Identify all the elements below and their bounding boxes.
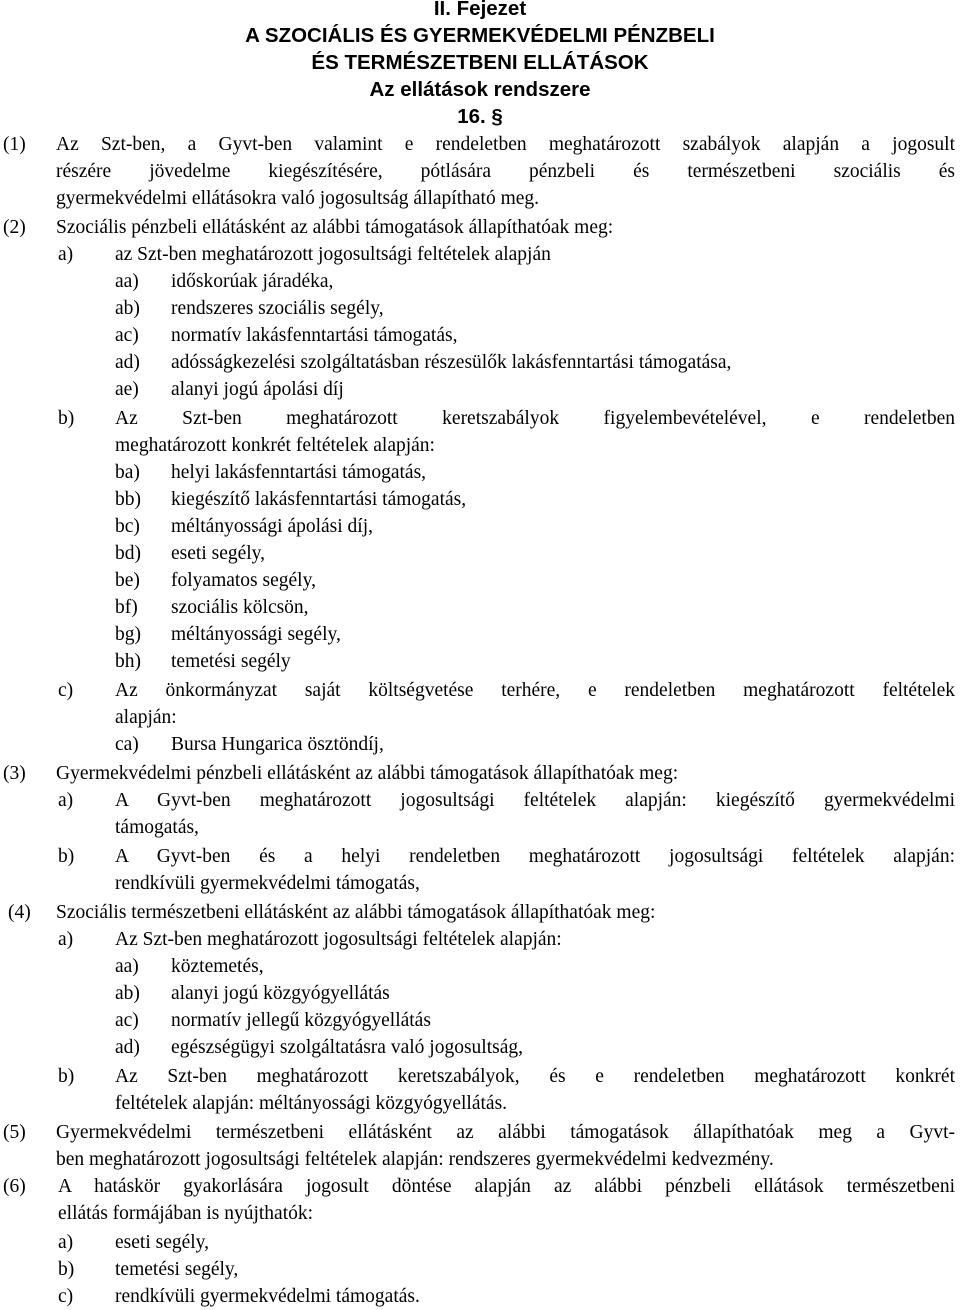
sub-list-label: bb) <box>115 489 141 510</box>
list-item-text: Az Szt-ben meghatározott keretszabályok, és e rendeletben meghatározott konkrét <box>115 1066 955 1087</box>
sub-list-label: aa) <box>115 956 139 977</box>
list-item-text-continued: támogatás, <box>115 817 199 838</box>
list-label: a) <box>58 790 74 811</box>
paragraph-3-number: (3) <box>3 763 26 784</box>
sub-list-item: Bursa Hungarica ösztöndíj, <box>171 734 384 755</box>
sub-list-item: kiegészítő lakásfenntartási támogatás, <box>171 489 467 510</box>
list-item-text: Az Szt-ben meghatározott jogosultsági feltételek alapján: <box>115 929 562 950</box>
sub-list-label: bc) <box>115 516 140 537</box>
chapter-title-line-2: ÉS TERMÉSZETBENI ELLÁTÁSOK <box>311 51 649 74</box>
list-label: b) <box>58 1259 75 1280</box>
sub-list-label: ae) <box>115 379 139 400</box>
sub-list-item: helyi lakásfenntartási támogatás, <box>171 462 427 483</box>
list-label: a) <box>58 244 74 265</box>
sub-list-label: ad) <box>115 352 140 373</box>
sub-list-item: normatív lakásfenntartási támogatás, <box>171 325 458 346</box>
list-label: b) <box>58 846 75 867</box>
paragraph-6-number: (6) <box>3 1176 26 1197</box>
sub-list-item: folyamatos segély, <box>171 570 316 591</box>
sub-list-item: időskorúak járadéka, <box>171 271 334 292</box>
sub-list-item: szociális kölcsön, <box>171 597 309 618</box>
sub-list-label: be) <box>115 570 140 591</box>
sub-list-item: köztemetés, <box>171 956 264 977</box>
paragraph-3-text: Gyermekvédelmi pénzbeli ellátásként az alábbi támogatások állapíthatóak meg: <box>56 763 679 784</box>
list-label: c) <box>58 1286 74 1307</box>
paragraph-6-line-1: A hatáskör gyakorlására jogosult döntése alapján az alábbi pénzbeli ellátások természetbeni <box>58 1176 955 1197</box>
list-item-text: Az Szt-ben meghatározott keretszabályok figyelembevételével, e rendeletben <box>115 408 955 429</box>
sub-list-item: adósságkezelési szolgáltatásban részesülők lakásfenntartási támogatása, <box>171 352 732 373</box>
sub-list-item: eseti segély, <box>171 543 266 564</box>
sub-list-item: alanyi jogú közgyógyellátás <box>171 983 390 1004</box>
chapter-title-line-1: A SZOCIÁLIS ÉS GYERMEKVÉDELMI PÉNZBELI <box>245 24 715 47</box>
list-label: a) <box>58 929 74 950</box>
paragraph-2-number: (2) <box>3 217 26 238</box>
subtitle: Az ellátások rendszere <box>369 78 591 101</box>
sub-list-label: aa) <box>115 271 139 292</box>
sub-list-label: bf) <box>115 597 138 618</box>
paragraph-4-text: Szociális természetbeni ellátásként az alábbi támogatások állapíthatóak meg: <box>56 902 656 923</box>
list-item-text-continued: feltételek alapján: méltányossági közgyógyellátás. <box>115 1093 508 1114</box>
list-item-text: A Gyvt-ben és a helyi rendeletben meghatározott jogosultsági feltételek alapján: <box>115 846 955 867</box>
sub-list-item: méltányossági segély, <box>171 624 341 645</box>
list-label: c) <box>58 680 74 701</box>
sub-list-item: méltányossági ápolási díj, <box>171 516 374 537</box>
paragraph-5-line-1: Gyermekvédelmi természetbeni ellátásként az alábbi támogatások állapíthatóak meg a Gyvt- <box>56 1122 955 1143</box>
paragraph-2-text: Szociális pénzbeli ellátásként az alábbi támogatások állapíthatóak meg: <box>56 217 614 238</box>
paragraph-4-number: (4) <box>8 902 31 923</box>
list-item-text: rendkívüli gyermekvédelmi támogatás. <box>115 1286 420 1307</box>
sub-list-label: bg) <box>115 624 141 645</box>
sub-list-item: temetési segély <box>171 651 291 672</box>
list-item-text: Az önkormányzat saját költségvetése terhére, e rendeletben meghatározott feltételek <box>115 680 955 701</box>
paragraph-1-line-2: részére jövedelme kiegészítésére, pótlására pénzbeli és természetbeni szociális és <box>56 161 955 182</box>
sub-list-item: rendszeres szociális segély, <box>171 298 384 319</box>
list-item-text: az Szt-ben meghatározott jogosultsági feltételek alapján <box>115 244 551 265</box>
sub-list-item: egészségügyi szolgáltatásra való jogosultság, <box>171 1037 523 1058</box>
paragraph-1-line-1: Az Szt-ben, a Gyvt-ben valamint e rendeletben meghatározott szabályok alapján a jogosult <box>56 134 955 155</box>
sub-list-label: ac) <box>115 1010 139 1031</box>
sub-list-label: ca) <box>115 734 139 755</box>
paragraph-5-number: (5) <box>3 1122 26 1143</box>
sub-list-label: ab) <box>115 298 140 319</box>
sub-list-label: bh) <box>115 651 141 672</box>
list-label: a) <box>58 1232 74 1253</box>
paragraph-5-line-2: ben meghatározott jogosultsági feltételek alapján: rendszeres gyermekvédelmi kedvezmény. <box>56 1149 774 1170</box>
sub-list-label: ac) <box>115 325 139 346</box>
list-label: b) <box>58 1066 75 1087</box>
sub-list-label: ab) <box>115 983 140 1004</box>
sub-list-label: bd) <box>115 543 141 564</box>
paragraph-1-line-3: gyermekvédelmi ellátásokra való jogosultság állapítható meg. <box>56 188 540 209</box>
list-item-text-continued: alapján: <box>115 707 177 728</box>
section-number: 16. § <box>457 105 503 128</box>
list-item-text-continued: rendkívüli gyermekvédelmi támogatás, <box>115 873 420 894</box>
sub-list-item: alanyi jogú ápolási díj <box>171 379 344 400</box>
paragraph-6-line-2: ellátás formájában is nyújthatók: <box>58 1203 314 1224</box>
sub-list-label: ba) <box>115 462 140 483</box>
chapter-heading: II. Fejezet <box>433 0 527 20</box>
paragraph-1-number: (1) <box>3 134 26 155</box>
list-item-text: temetési segély, <box>115 1259 239 1280</box>
list-item-text: eseti segély, <box>115 1232 210 1253</box>
list-item-text: A Gyvt-ben meghatározott jogosultsági feltételek alapján: kiegészítő gyermekvédelmi <box>115 790 955 811</box>
sub-list-label: ad) <box>115 1037 140 1058</box>
list-item-text-continued: meghatározott konkrét feltételek alapján: <box>115 435 435 456</box>
sub-list-item: normatív jellegű közgyógyellátás <box>171 1010 431 1031</box>
list-label: b) <box>58 408 75 429</box>
